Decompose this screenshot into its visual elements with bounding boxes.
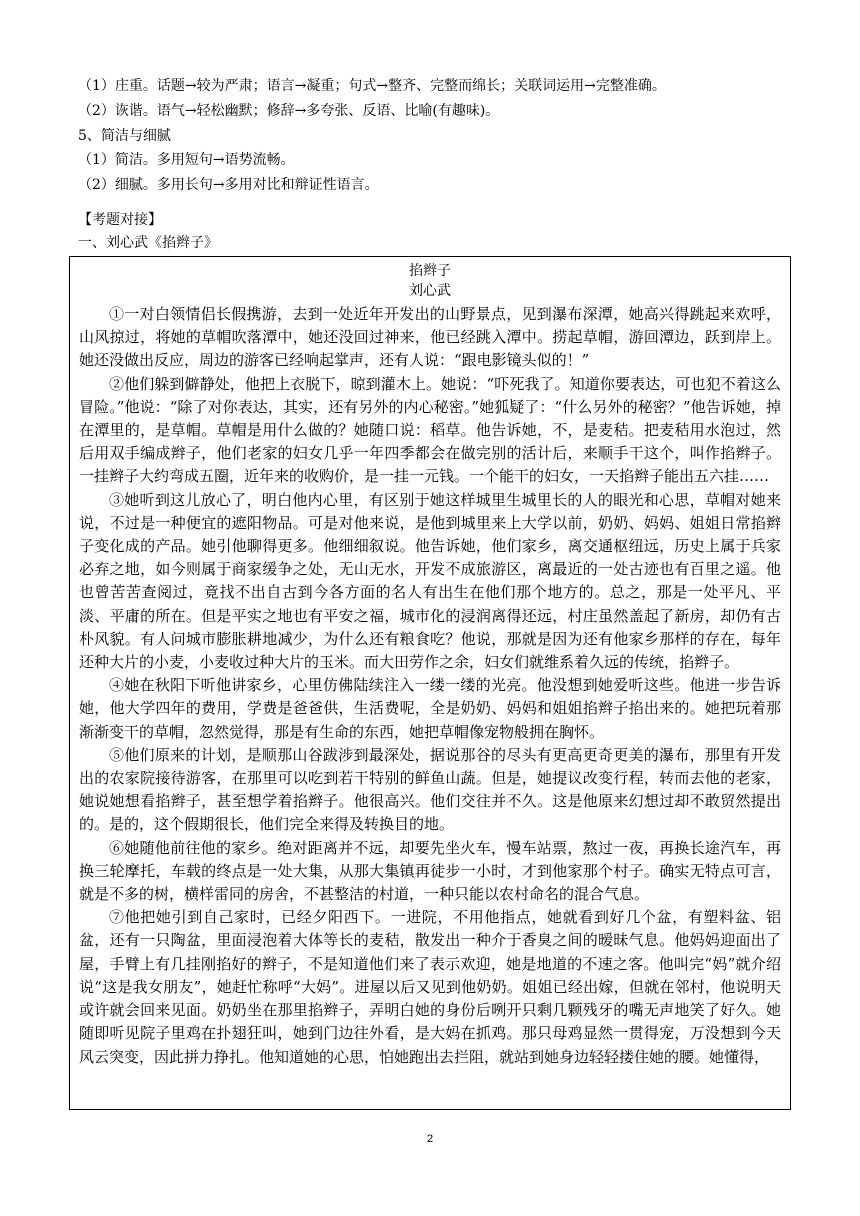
article-paragraph: ②他们躲到僻静处，他把上衣脱下，晾到灌木上。她说：“吓死我了。知道你要表达，可也犯不着这么冒险。”他说：“除了对你表达，其实，还有另外的内心秘密。”她狐疑了：“什么另外的秘密？”他告诉她，掉在潭里的，是草帽。草帽是用什么做的？她随口说：稻草。他告诉她，不，是麦秸。把麦秸用水泡过，然后用双手编成辫子，他们老家的妇女几乎一年四季都会在做完别的活计后，来顺手干这个，叫作掐辫子。一挂辫子大约弯成五圈，近年来的收购价，是一挂一元钱。一个能干的妇女，一天掐辫子能出五六挂……	[79, 374, 781, 486]
article-paragraph: ③她听到这儿放心了，明白他内心里，有区别于她这样城里生城里长的人的眼光和心思，草帽对她来说，不过是一种便宜的遮阳物品。可是对他来说，是他到城里来上大学以前，奶奶、妈妈、姐姐日常掐辫子变化成的产品。她引他聊得更多。他细细叙说。他告诉她，他们家乡，离交通枢纽远，历史上属于兵家必弃之地，如今则属于商家缓争之处，无山无水，开发不成旅游区，离最近的一处古迹也有百里之遥。他也曾苦苦查阅过，竟找不出自古到今各方面的名人有出生在他们那个地方的。总之，那是一处平凡、平淡、平庸的所在。但是平实之地也有平安之福，城市化的浸润离得还远，村庄虽然盖起了新房，却仍有古朴风貌。有人问城市膨胀耕地减少，为什么还有粮食吃？他说，那就是因为还有他家乡那样的存在，每年还种大片的小麦，小麦收过种大片的玉米。而大田劳作之余，妇女们就维系着久远的传统，掐辫子。	[79, 490, 781, 672]
article-author: 刘心武	[409, 283, 451, 299]
article-paragraph: ⑦他把她引到自己家时，已经夕阳西下。一进院，不用他指点，她就看到好几个盆，有塑料盆、铝盆，还有一只陶盆，里面浸泡着大体等长的麦秸，散发出一种介于香臭之间的暧昧气息。他妈妈迎面出了屋，手臂上有几挂刚掐好的辫子，不是知道他们来了表示欢迎，她是地道的不速之客。他叫完“妈”就介绍说“这是我女朋友”，她赶忙称呼“大妈”。进屋以后又见到他奶奶。姐姐已经出嫁，但就在邻村，他说明天或许就会回来见面。奶奶坐在那里掐辫子，弄明白她的身份后咧开只剩几颗残牙的嘴无声地笑了好久。她随即听见院子里鸡在扑翅狂叫，她到门边往外看，是大妈在抓鸡。那只母鸡显然一贯得宠，万没想到今天风云突变，因此拼力挣扎。他知道她的心思，怕她跑出去拦阻，就站到她身边轻轻搂住她的腰。她懂得，	[79, 908, 781, 1066]
note-heading-concise-detailed: 5、简洁与细腻	[78, 128, 171, 144]
article-paragraph: ④她在秋阳下听他讲家乡，心里仿佛陆续注入一缕一缕的光亮。他没想到她爱听这些。他进一步告诉她，他大学四年的费用，学费是爸爸供，生活费呢，全是奶奶、妈妈和姐姐掐辫子掐出来的。她把玩着那渐渐变干的草帽，忽然觉得，那是有生命的东西，她把草帽像宠物般拥在胸怀。	[79, 676, 781, 741]
article-box	[69, 256, 791, 1110]
section-subheading: 一、刘心武《掐辫子》	[78, 235, 218, 251]
article-paragraph: ⑤他们原来的计划，是顺那山谷跋涉到最深处，据说那谷的尽头有更高更奇更美的瀑布，那里有开发出的农家院接待游客，在那里可以吃到若干特别的鲜鱼山蔬。但是，她提议改变行程，转而去他的老家，她说她想看掐辫子，甚至想学着掐辫子。他很高兴。他们交往并不久。这是他原来幻想过却不敢贸然提出的。是的，这个假期很长，他们完全来得及转换目的地。	[79, 745, 781, 834]
article-title: 掐辫子	[409, 263, 451, 279]
section-heading: 【考题对接】	[78, 212, 162, 228]
article-paragraph: ①一对白领情侣长假携游，去到一处近年开发出的山野景点，见到瀑布深潭，她高兴得跳起来欢呼，山风掠过，将她的草帽吹落潭中，她还没回过神来，他已经跳入潭中。捞起草帽，游回潭边，跃到岸上。她还没做出反应，周边的游客已经响起掌声，还有人说：“跟电影镜头似的！”	[79, 305, 781, 370]
note-line-concise: （1）简洁。多用短句→语势流畅。	[78, 152, 295, 168]
note-line-detailed: （2）细腻。多用长句→多用对比和辩证性语言。	[78, 177, 379, 193]
article-paragraph: ⑥她随他前往他的家乡。绝对距离并不远，却要先坐火车，慢车站票，熬过一夜，再换长途汽车，再换三轮摩托，车载的终点是一处大集，从那大集镇再徒步一小时，才到他家那个村子。确实无特点可言，就是不多的树，横样雷同的房舍，不甚整洁的村道，一种只能以农村命名的混合气息。	[79, 838, 781, 904]
note-line-solemn: （1）庄重。话题→较为严肃；语言→凝重；句式→整齐、完整而绵长；关联词运用→完整准确。	[78, 78, 666, 94]
note-line-humorous: （2）诙谐。语气→轻松幽默；修辞→多夸张、反语、比喻(有趣味)。	[78, 103, 500, 119]
page-number: 2	[426, 1133, 434, 1145]
